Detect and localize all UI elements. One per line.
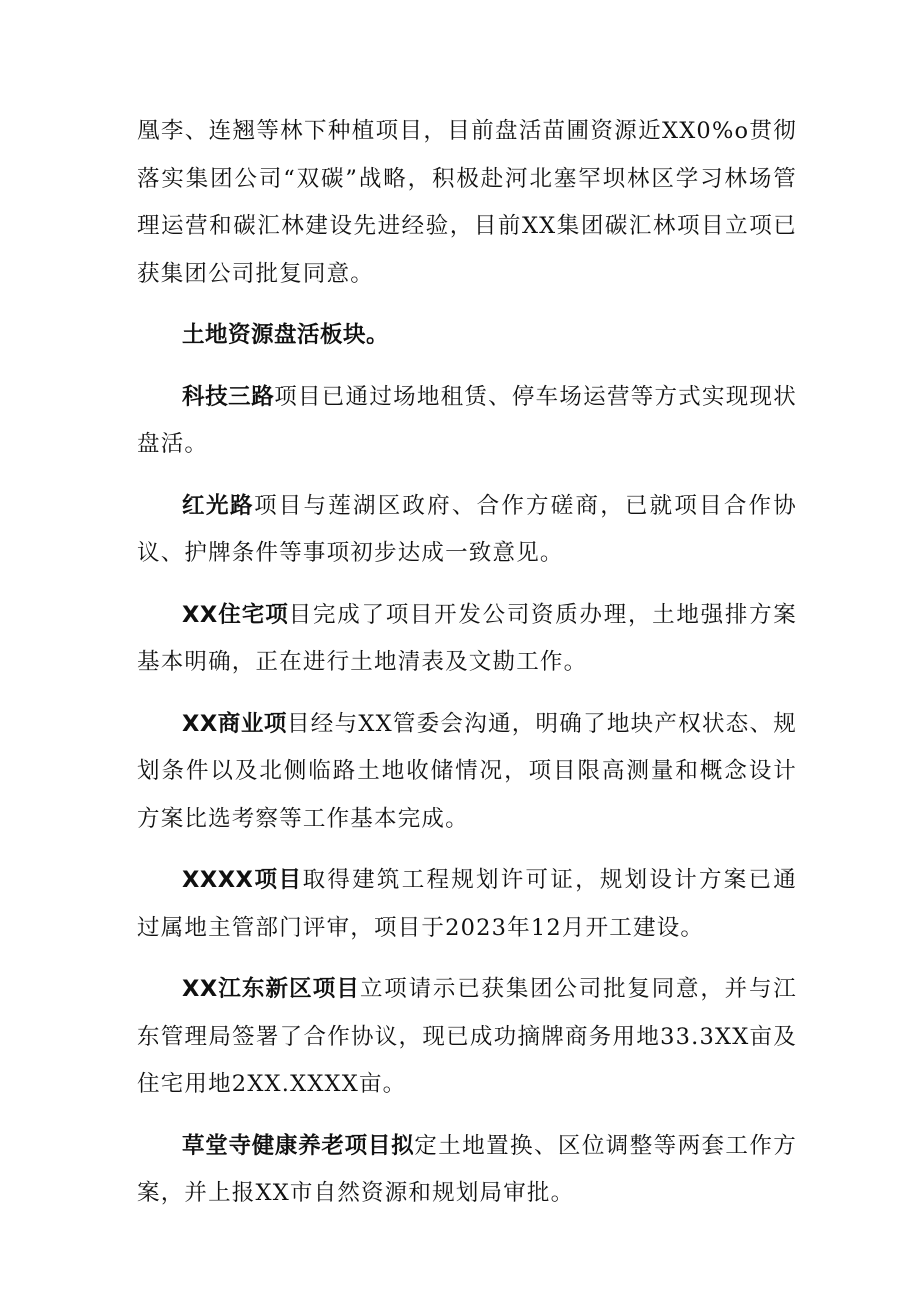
document-body — [137, 108, 797, 1218]
paragraph-7-bold-lead: XXXX项目 — [182, 867, 303, 893]
paragraph-8 — [137, 966, 797, 1109]
paragraph-8-bold-lead: XX江东新区项目 — [182, 976, 360, 1002]
paragraph-3 — [137, 374, 797, 469]
paragraph-7 — [137, 857, 797, 952]
paragraph-6-text: 目经与XX管委会沟通，明确了地块产权状态、规划条件以及北侧临路土地收储情况，项目限高测量和概念设计方案比选考察等工作基本完成。 — [137, 710, 798, 832]
paragraph-5-text: 目完成了项目开发公司资质办理，土地强排方案基本明确，正在进行土地清表及文勘工作。 — [137, 601, 797, 675]
section-heading: 土地资源盘活板块。 — [182, 322, 390, 348]
paragraph-6 — [137, 701, 797, 844]
paragraph-8-text: 立项请示已获集团公司批复同意，并与江东管理局签署了合作协议，现已成功摘牌商务用地33.3XX亩及住宅用地2XX.XXXX亩。 — [137, 976, 797, 1097]
paragraph-2 — [137, 312, 797, 360]
paragraph-9-bold-lead: 草堂寺健康养老项目拟 — [182, 1132, 415, 1159]
paragraph-7-text: 取得建筑工程规划许可证，规划设计方案已通过属地主管部门评审，项目于2023年12月开工建设。 — [137, 867, 797, 941]
paragraph-3-bold-lead: 科技三路 — [182, 383, 275, 410]
paragraph-1 — [137, 108, 797, 298]
paragraph-5-bold-lead: XX住宅项 — [182, 601, 289, 628]
paragraph-4 — [137, 483, 797, 578]
paragraph-9-text: 定土地置换、区位调整等两套工作方案，并上报XX市自然资源和规划局审批。 — [137, 1132, 797, 1206]
paragraph-4-text: 项目与莲湖区政府、合作方磋商，已就项目合作协议、护牌条件等事项初步达成一致意见。 — [137, 492, 797, 566]
paragraph-4-bold-lead: 红光路 — [182, 492, 255, 519]
paragraph-6-bold-lead: XX商业项 — [182, 710, 288, 737]
paragraph-1-text: 凰李、连翘等林下种植项目，目前盘活苗圃资源近XX0%o贯彻落实集团公司“双碳”战略，积极赴河北塞罕坝林区学习林场管理运营和碳汇林建设先进经验，目前XX集团碳汇林项目立项已获集团公司批复同意。 — [137, 118, 797, 287]
paragraph-3-text: 项目已通过场地租赁、停车场运营等方式实现现状盘活。 — [137, 383, 797, 457]
paragraph-9 — [137, 1123, 797, 1218]
paragraph-5 — [137, 592, 797, 687]
